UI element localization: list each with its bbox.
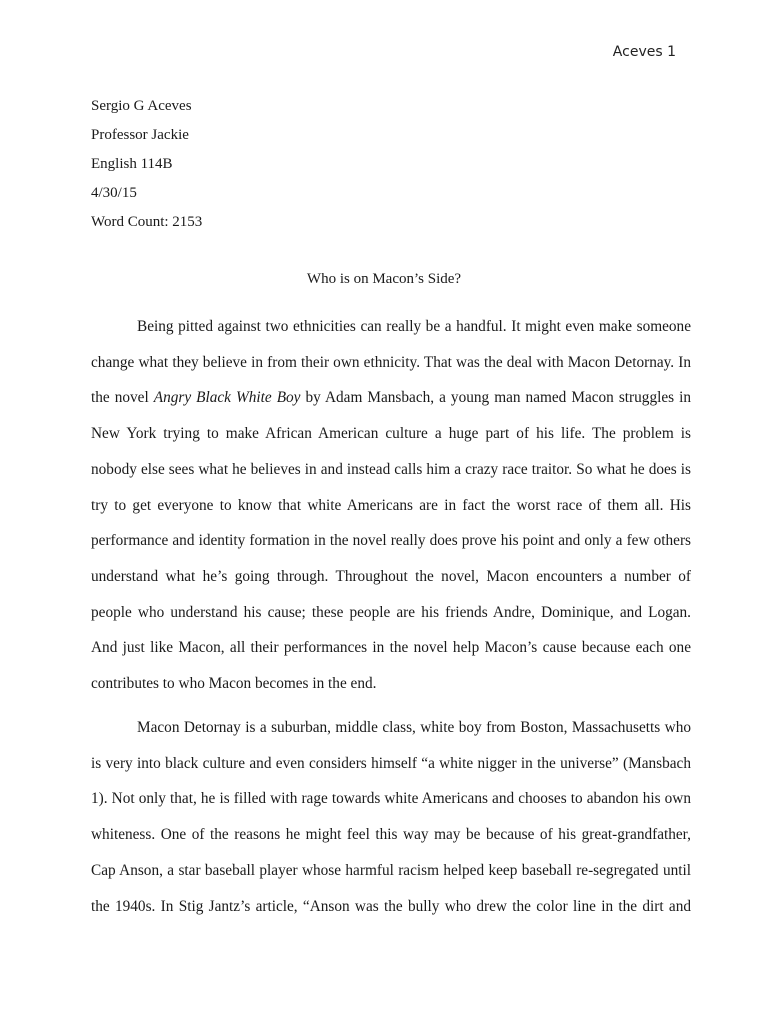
paragraph-1 xyxy=(91,309,691,702)
paragraph-line: whiteness. One of the reasons he might feel this way may be because of his great-grandfather, xyxy=(91,826,691,844)
paragraph-line: 1). Not only that, he is filled with rage towards white Americans and chooses to abandon his own xyxy=(91,790,691,808)
essay-title: Who is on Macon’s Side? xyxy=(306,271,462,287)
student-name: Sergio G Aceves xyxy=(91,98,192,114)
paragraph-line: Macon Detornay is a suburban, middle class, white boy from Boston, Massachusetts who xyxy=(137,719,691,736)
paragraph-line: nobody else sees what he believes in and instead calls him a crazy race traitor. So what he does is xyxy=(91,460,691,478)
paragraph-line: Being pitted against two ethnicities can really be a handful. It might even make someone xyxy=(137,318,691,335)
line-text: the novel xyxy=(91,389,154,407)
paragraph-line: contributes to who Macon becomes in the end. xyxy=(91,675,377,693)
paragraph-line: New York trying to make African American culture a huge part of his life. The problem is xyxy=(91,425,691,443)
paragraph-line: performance and identity formation in the novel really does prove his point and only a few others xyxy=(91,532,691,550)
paragraph-line: understand what he’s going through. Throughout the novel, Macon encounters a number of xyxy=(91,567,691,585)
paragraph-line: is very into black culture and even considers himself “a white nigger in the universe” (Mansbach xyxy=(91,754,691,772)
paragraph-line: try to get everyone to know that white Americans are in fact the worst race of them all. His xyxy=(91,496,691,514)
essay-date: 4/30/15 xyxy=(91,185,137,201)
line-text: by Adam Mansbach, a young man named Macon struggles in xyxy=(300,389,692,407)
book-title: Angry Black White Boy xyxy=(153,389,301,407)
paragraph-line: And just like Macon, all their performances in the novel help Macon’s cause because each one xyxy=(91,639,691,657)
paragraph-line xyxy=(91,380,691,416)
running-head: Aceves 1 xyxy=(612,44,676,60)
professor-name: Professor Jackie xyxy=(91,127,189,143)
paragraph-line: people who understand his cause; these people are his friends Andre, Dominique, and Logan. xyxy=(91,603,691,621)
paragraph-line: the 1940s. In Stig Jantz’s article, “Anson was the bully who drew the color line in the dirt and xyxy=(91,897,691,915)
paragraph-2 xyxy=(91,710,691,924)
course-name: English 114B xyxy=(91,156,173,172)
mla-heading xyxy=(91,92,202,237)
paragraph-line: Cap Anson, a star baseball player whose harmful racism helped keep baseball re-segregated until xyxy=(91,861,691,879)
paragraph-line: change what they believe in from their own ethnicity. That was the deal with Macon Detornay. In xyxy=(91,353,691,371)
word-count: Word Count: 2153 xyxy=(91,214,203,230)
